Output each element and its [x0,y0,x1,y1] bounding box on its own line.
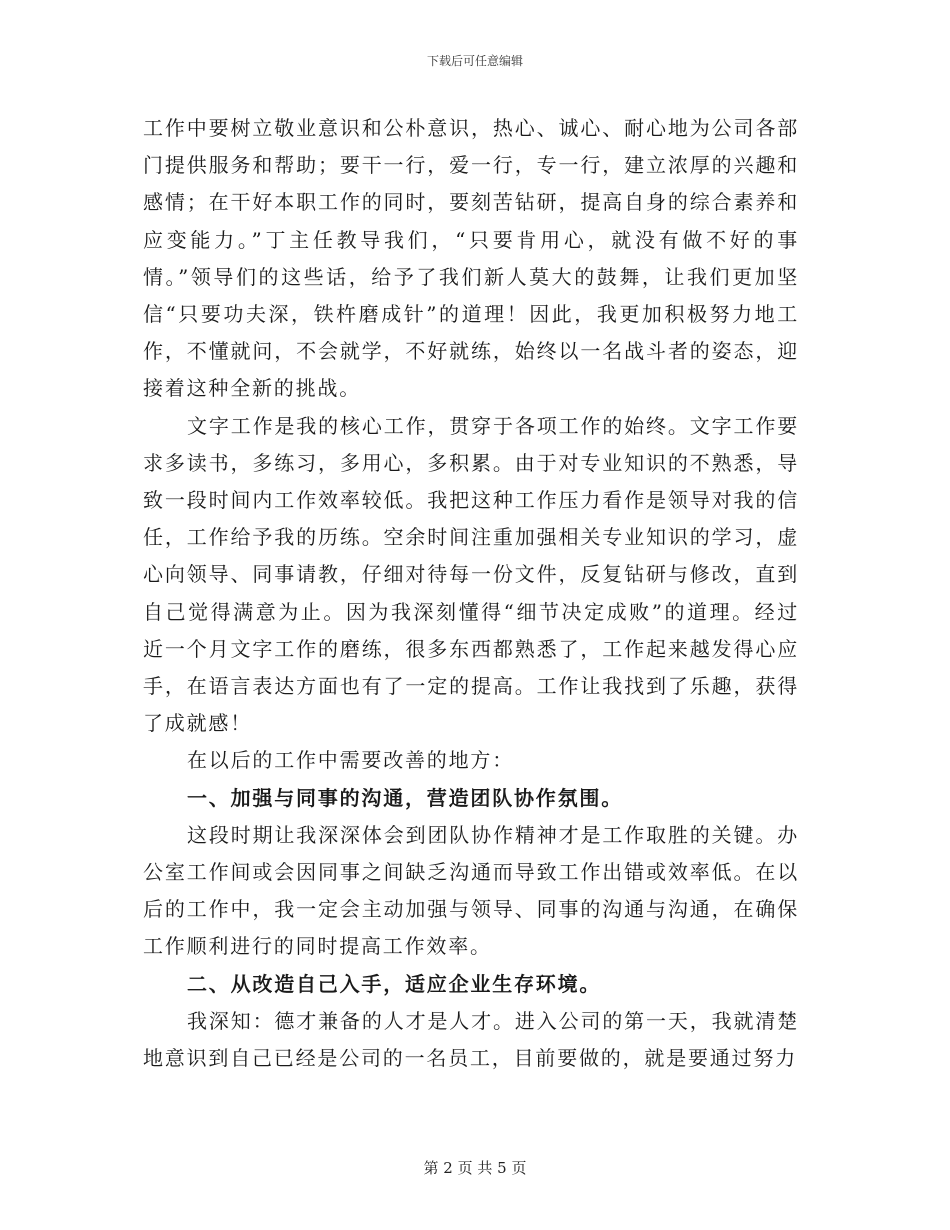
header-note: 下载后可任意编辑 [426,54,523,68]
page-number-footer: 第 2 页 共 5 页 [423,1159,527,1177]
section-heading-2: 二、从改造自己入手，适应企业生存环境。 [187,971,602,996]
document-body [143,110,799,1077]
paragraph-improvement-intro: 在以后的工作中需要改善的地方： [187,748,514,773]
paragraph-self-improvement: 我深知：德才兼备的人才是人才。进入公司的第一天，我就清楚地意识到自己已经是公司的一名员工，目前要做的，就是要通过努力 [143,1008,799,1071]
paragraph-writing-work: 文字工作是我的核心工作，贯穿于各项工作的始终。文字工作要求多读书，多练习，多用心，多积累。由于对专业知识的不熟悉，导致一段时间内工作效率较低。我把这种工作压力看作是领导对我的信任，工作给予我的历练。空余时间注重加强相关专业知识的学习，虚心向领导、同事请教，仔细对待每一份文件，反复钻研与修改，直到自己觉得满意为止。因为我深刻懂得“细节决定成败”的道理。经过近一个月文字工作的磨练，很多东西都熟悉了，工作起来越发得心应手，在语言表达方面也有了一定的提高。工作让我找到了乐趣，获得了成就感！ [143,413,799,736]
paragraph-continued: 工作中要树立敬业意识和公朴意识，热心、诚心、耐心地为公司各部门提供服务和帮助；要干一行，爱一行，专一行，建立浓厚的兴趣和感情；在干好本职工作的同时，要刻苦钻研，提高自身的综合素养和应变能力。”丁主任教导我们，“只要肯用心，就没有做不好的事情。”领导们的这些话，给予了我们新人莫大的鼓舞，让我们更加坚信“只要功夫深，铁杵磨成针”的道理！因此，我更加积极努力地工作，不懂就问，不会就学，不好就练，始终以一名战斗者的姿态，迎接着这种全新的挑战。 [143,116,799,401]
section-heading-1: 一、加强与同事的沟通，营造团队协作氛围。 [187,785,623,810]
paragraph-teamwork: 这段时期让我深深体会到团队协作精神才是工作取胜的关键。办公室工作间或会因同事之间缺乏沟通而导致工作出错或效率低。在以后的工作中，我一定会主动加强与领导、同事的沟通与沟通，在确保工作顺利进行的同时提高工作效率。 [143,822,799,959]
